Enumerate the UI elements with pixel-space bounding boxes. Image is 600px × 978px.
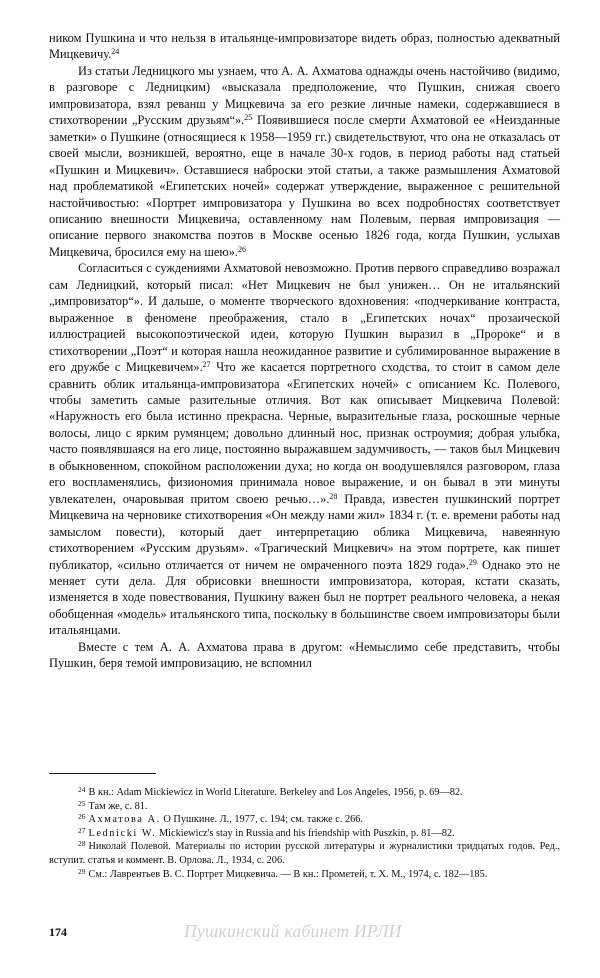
footnote-ref: 24 [111,47,120,57]
footnote-divider [49,773,156,774]
footnote-number: 27 [78,825,86,835]
footnote-text: В кн.: Adam Mickiewicz in World Literature. Berkeley and Los Angeles, 1956, p. 69—82. [88,787,463,798]
footnotes [49,786,560,881]
text-run: Вместе с тем А. А. Ахматова права в другом: «Немыслимо себе представить, чтобы Пушкин, беря темой импровизацию, не вспомнил [49,639,560,671]
text-run: Что же касается портретного сходства, то стоит в самом деле сравнить облик итальянца-импровизатора «Египетских ночей» с описанием Кс. Полевого, чтобы заметить самые разительные отличия. Вот как описывает Мицкевича Полевой: «Наружность его была истинно прекрасна. Черные, выразительные глаза, роскошные черные волосы, лицо с ярким румянцем; довольно длинный нос, признак остроумия; добрая улыбка, часто появлявшаяся на его лице, постоянно выражавшем задумчивость, — таков был Мицкевич в обыкновенном, спокойном расположении духа; но когда он воодушевлялся разговором, глаза его воспламенялись, физиономия принимала новое выражение, и он бывал в эти минуты увлекателен, очаровывая притом своею речью…». [49,360,560,506]
text-run: ником Пушкина и что нельзя в итальянце-импровизаторе видеть образ, полностью адекватный Мицкевичу. [49,31,560,62]
text-run: Из статьи Ледницкого мы узнаем, что А. А. Ахматова однажды очень настойчиво (видимо, в разговоре с Ледницким) «высказала предположение, что Пушкин, снижая своего импровизатора, взял реванш у Мицкевича за его резкие личные намеки, содержавшиеся в стихотворении „Русским друзьям“». [49,63,560,128]
footnote-text: Там же, с. 81. [88,800,148,812]
footnote-author: Ахматова А. [88,814,161,826]
footnote-ref: 27 [202,360,211,370]
paragraph [49,30,560,63]
footnote [49,813,560,827]
footnote-number: 29 [78,866,86,876]
footnote-number: 26 [78,812,86,822]
paragraph [49,63,560,260]
footnote-ref: 29 [468,557,477,567]
text-run: Правда, известен пушкинский портрет Мицкевича на черновике стихотворения «Он между нами жил» 1834 г. (т. е. времени работы над замыслом повести), который дает интерпретацию облика Мицкевича, навеянную стихотворением «Русским друзьям». «Трагический Мицкевич» на этом портрете, как пишет публикатор, «сильно отличается от ничем не омраченного поэта 1829 года». [49,491,560,572]
footnote [49,827,560,841]
paragraph [49,639,560,672]
footnote-author: Lednicki W. [88,827,157,839]
paragraph [49,260,560,638]
text-run: Согласиться с суждениями Ахматовой невозможно. Против первого справедливо возражал сам Ледницкий, который писал: «Нет Мицкевич не был унижен… Он не итальянский „импровизатор“». И дальше, о моменте творческого вдохновения: «подчеркивание контраста, выраженное в феномене преображения, стало в „Египетских ночах“ прозаической иллюстрацией высокопоэтической идеи, которую Пушкин выразил в „Пророке“ и в стихотворении „Поэт“ и которая нашла неожиданное развитие и сублимированное выражение в его дружбе с Мицкевичем». [49,261,560,375]
footnote-text: Mickiewicz's stay in Russia and his friendship with Puszkin, p. 81—82. [156,827,455,839]
footnote [49,800,560,814]
page-number: 174 [49,925,67,939]
main-text [49,30,560,672]
footnote-number: 28 [78,839,86,849]
footnote-number: 25 [78,798,86,808]
footnote-ref: 28 [329,491,338,501]
footnote-text: Николай Полевой. Материалы по истории русской литературы и журналистики тридцатых годов. Ред., вступит. статья и коммент. В. Орлова. Л., 1934, с. 206. [49,841,560,866]
footnote-text: О Пушкине. Л., 1977, с. 194; см. также с. 266. [160,814,364,826]
footnote-text: См.: Лаврентьев В. С. Портрет Мицкевича. — В кн.: Прометей, т. X. М., 1974, с. 182—185. [88,868,488,880]
library-watermark: Пушкинский кабинет ИРЛИ [184,921,402,941]
text-run: Однако это не меняет сути дела. Для обрисовки внешности импровизатора, которая, кстати сказать, изменяется в ходе повествования, Пушкину важен был не портрет реального человека, а некая обобщенная «модель» итальянского типа, поскольку в большинстве своем импровизаторы были итальянцами. [49,557,561,638]
footnote [49,840,560,867]
footnote-number: 24 [78,785,86,794]
footnote-ref: 25 [244,113,253,123]
text-run: Появившиеся после смерти Ахматовой ее «Неизданные заметки» о Пушкине (относящиеся к 1958—1959 гг.) свидетельствуют, что она не отказалась от своей мысли, возникшей, вероятно, еще в начале 30-х годов, в период работы над статьей «Пушкин и Мицкевич». Оставшиеся наброски этой статьи, а также размышления Ахматовой над проблематикой «Египетских ночей» содержат утверждение, выраженное с решительной настойчивостью: «Портрет импровизатора у Пушкина во всех подробностях соответствует описанию внешности Мицкевича, оставленному нам Полевым, первая импровизация — описание первого знакомства поэтов в Москве осенью 1826 года, когда Пушкин, услыхав Мицкевича, бросился ему на шею». [49,113,560,259]
footnote [49,868,560,882]
footnote [49,786,560,800]
footnote-ref: 26 [237,244,246,254]
